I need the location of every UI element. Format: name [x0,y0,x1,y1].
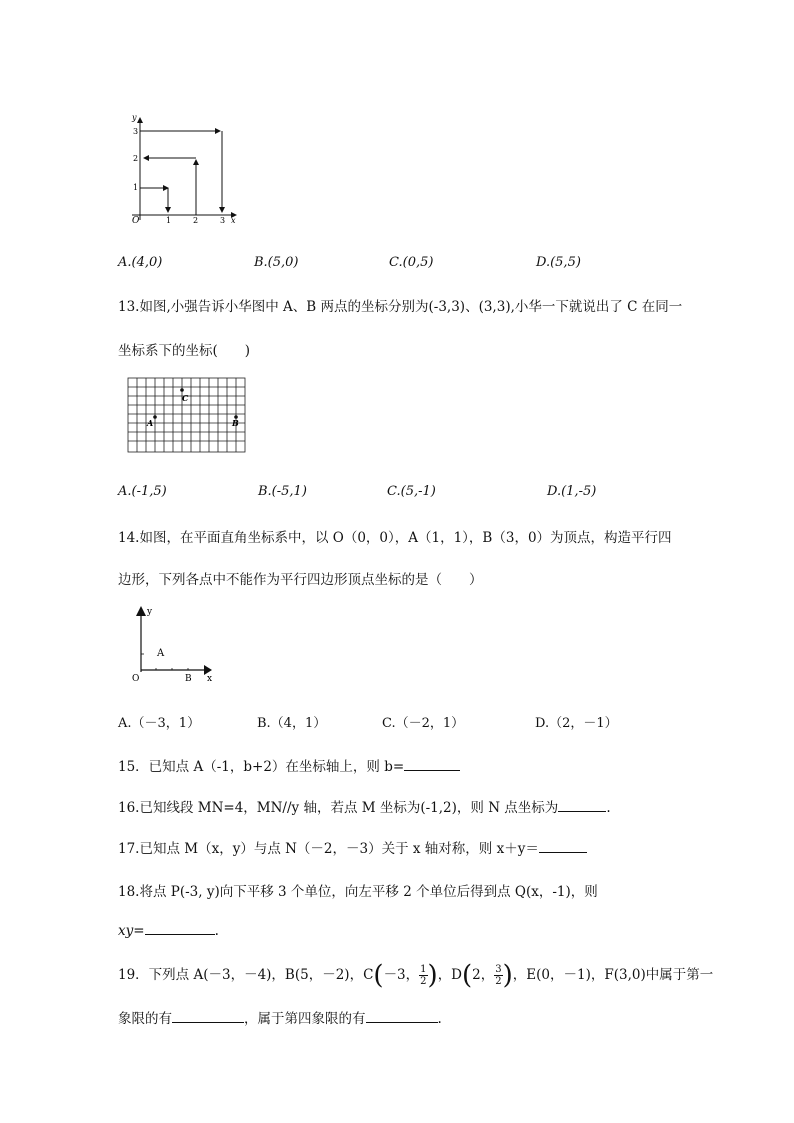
q16-line: 16.已知线段 MN=4，MN//y 轴，若点 M 坐标为(-1,2)，则 N 点坐标为 . [118,800,611,816]
q12-option-a[interactable]: A.(4,0) [118,255,163,270]
q19-d-label: ，D [437,967,463,983]
q18-text-line1: 18.将点 P(-3, y)向下平移 3 个单位，向左平移 2 个单位后得到点 Q(x，-1)，则 [118,884,598,900]
q19-line2c: . [437,1011,442,1027]
fig2-b-label: B [185,674,192,684]
q14-text-line2: 边形，下列各点中不能作为平行四边形顶点坐标的是（ ） [118,572,483,588]
q19-d-fraction: $\frac{3}{2}$ [495,964,502,987]
q14-option-d[interactable]: D.（2，－1） [535,716,618,731]
label-c: C [182,393,189,403]
q13-text-line2: 坐标系下的坐标( ) [118,343,251,359]
q12-option-c[interactable]: C.(0,5) [389,255,434,270]
q14-text-line1: 14.如图，在平面直角坐标系中，以 O（0，0），A（1，1），B（3，0）为顶点，构造平行四 [118,530,672,546]
q19-prefix: 19．下列点 A(－3，－4)，B(5，－2)，C [118,967,374,983]
q17-line [118,837,587,857]
q19-answer-blank-2[interactable] [366,1010,438,1023]
q13-option-b[interactable]: B.(-5,1) [258,484,307,499]
q19-line2a: 象限的有 [118,1011,172,1027]
point-a [153,415,157,419]
point-c [180,388,184,392]
q12-option-d[interactable]: D.(5,5) [536,255,581,270]
q14-option-a[interactable]: A.（－3，1） [118,716,201,731]
fig2-a-label: A [157,648,165,659]
q15-answer-blank[interactable] [404,758,460,771]
fig1-x-tick-1: 1 [166,216,172,225]
fig1-origin-label: O [132,216,140,226]
label-a: A [147,418,154,428]
fig1-y-tick-3: 3 [133,127,139,136]
q19-line2b: ，属于第四象限的有 [244,1011,366,1027]
q13-option-a[interactable]: A.(-1,5) [118,484,167,499]
q19-d-inner: 2， [472,967,495,983]
q15-text: 15．已知点 A（-1，b+2）在坐标轴上，则 b= [118,759,405,775]
q16-answer-blank[interactable] [558,799,606,812]
q18-text-line2: xy= [118,923,145,939]
fig1-y-tick-1: 1 [133,183,139,192]
fig2-x-label: x [207,674,213,684]
q17-answer-blank[interactable] [539,840,587,853]
fig1-x-tick-3: 3 [220,216,226,225]
q19-answer-blank-1[interactable] [172,1010,244,1023]
q12-coordinate-figure [112,108,252,228]
q17-text: 17.已知点 M（x，y）与点 N（－2，－3）关于 x 轴对称，则 x＋y＝ [118,841,539,857]
q19-line1: 19．下列点 A(－3，－4)，B(5，－2)，C(－3， $\frac{1}{2}$ )，D(2， $\frac{3}{2}$ )，E(0，－1)，F(3,0)中属于第一 [118,960,714,991]
q14-option-b[interactable]: B.（4，1） [257,716,327,731]
fig1-y-label: y [132,113,137,122]
q14-coordinate-figure [124,602,220,686]
label-b: B [232,418,239,428]
q19-c-fraction: $\frac{1}{2}$ [420,964,427,987]
fig2-y-label: y [147,607,153,617]
fig1-x-label: x [231,216,236,225]
q19-c-inner: －3， [383,967,420,983]
fig2-o-label: O [132,674,140,684]
q18-answer-blank[interactable] [145,922,215,935]
q16-text: 16.已知线段 MN=4，MN//y 轴，若点 M 坐标为(-1,2)，则 N 点坐标为 [118,800,559,816]
q19-line2 [118,1007,442,1027]
q13-option-c[interactable]: C.(5,-1) [387,484,436,499]
q14-option-c[interactable]: C.（－2，1） [382,716,465,731]
q18-line2: xy= . [118,923,219,939]
q19-suffix: ，E(0，－1)，F(3,0)中属于第一 [512,967,714,983]
q13-text-line1: 13.如图,小强告诉小华图中 A、B 两点的坐标分别为(-3,3)、(3,3),小华一下就说出了 C 在同一 [118,299,683,315]
q15-line [118,755,460,775]
fig1-y-tick-2: 2 [133,154,139,163]
q13-grid-figure [126,376,248,454]
fig1-x-tick-2: 2 [193,216,199,225]
q12-option-b[interactable]: B.(5,0) [254,255,299,270]
q13-option-d[interactable]: D.(1,-5) [547,484,597,499]
